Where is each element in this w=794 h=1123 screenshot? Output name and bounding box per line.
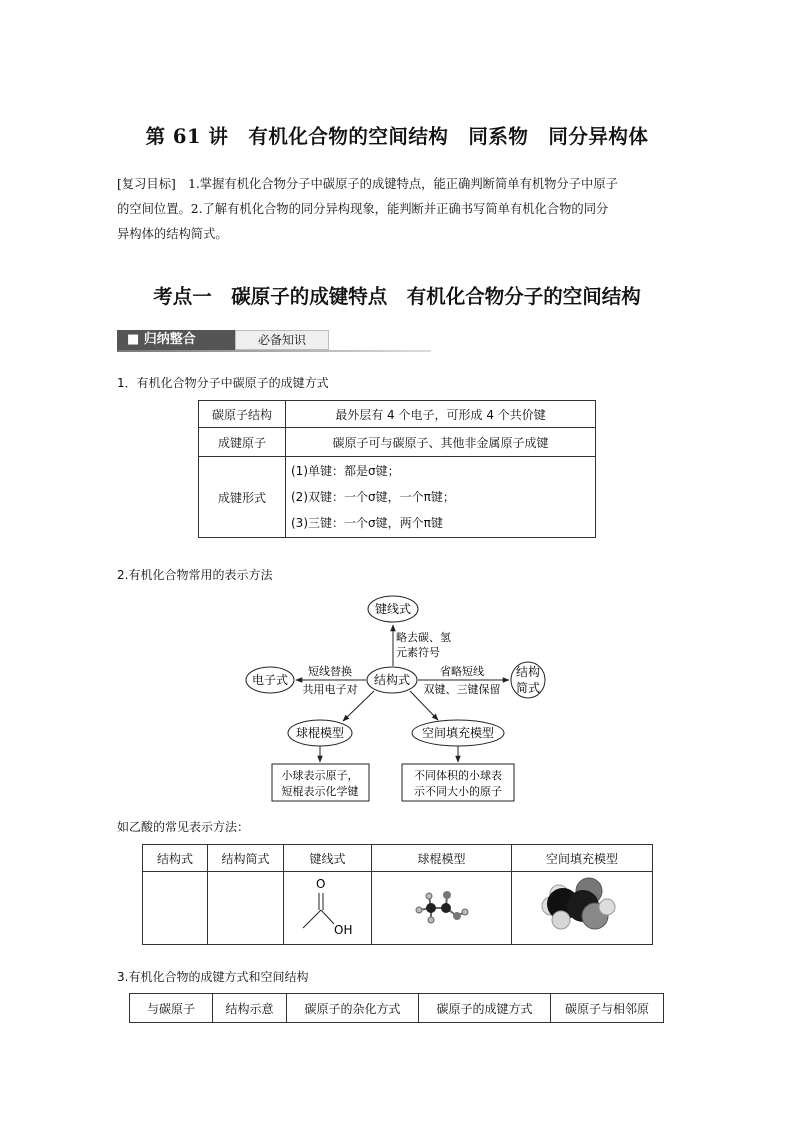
- skeletal-formula: [288, 874, 368, 940]
- page-title: 第 61 讲 有机化合物的空间结构 同系物 同分异构体: [145, 125, 649, 148]
- ball-stick-model: [407, 882, 477, 932]
- table-cell: [284, 872, 372, 945]
- table-header: 结构示意: [213, 994, 287, 1023]
- bond-line: [321, 910, 334, 924]
- node-label: 结构式: [373, 673, 411, 687]
- carbon-ball: [441, 903, 451, 913]
- list-item: (2)双键：一个σ键，一个π键；: [291, 490, 455, 504]
- carbon-ball: [426, 903, 436, 913]
- table-cell: 成键原子: [199, 428, 286, 457]
- arrow-label: 短线替换: [308, 665, 352, 678]
- oxygen-ball: [453, 912, 461, 920]
- table-header: 空间填充模型: [512, 845, 653, 872]
- table-header: 与碳原子: [130, 994, 213, 1023]
- oxygen-ball: [443, 891, 451, 899]
- table-header: 碳原子与相邻原: [551, 994, 664, 1023]
- arrow-label: 略去碳、氢: [396, 631, 451, 644]
- banner-label: ■ 归纳整合: [117, 330, 235, 350]
- table-cell: [143, 872, 208, 945]
- table-cell: 碳原子结构: [199, 401, 286, 428]
- node-label: 键线式: [374, 602, 412, 616]
- arrow-label: 共用电子对: [302, 683, 358, 696]
- banner-tag: 必备知识: [235, 330, 329, 350]
- hydrogen-ball: [416, 907, 422, 913]
- arrow-label: 双键、三键保留: [423, 683, 501, 696]
- table-row: [143, 872, 653, 945]
- table-cell: [512, 872, 653, 945]
- table-row: [130, 994, 664, 1023]
- hydrogen-ball: [428, 917, 434, 923]
- node-label: 结构: [515, 665, 541, 679]
- note-text: 短棍表示化学键: [281, 785, 359, 798]
- table-cell: 最外层有 4 个电子，可形成 4 个共价键: [286, 401, 596, 428]
- list-item: (3)三键：一个σ键，两个π键: [291, 516, 443, 530]
- hydrogen-sphere: [552, 911, 570, 929]
- table-header: 球棍模型: [372, 845, 512, 872]
- node-label: 简式: [515, 681, 541, 695]
- node-label: 电子式: [251, 673, 289, 687]
- section2-heading: 2.有机化合物常用的表示方法: [117, 568, 273, 582]
- table-header: 键线式: [284, 845, 372, 872]
- goals-line: 异构体的结构简式。: [117, 227, 228, 241]
- bonding-structure-table: [129, 993, 664, 1023]
- space-filling-model: [537, 874, 627, 940]
- hydrogen-ball: [426, 893, 432, 899]
- bond-line: [303, 910, 321, 928]
- note-text: 示不同大小的原子: [414, 785, 502, 798]
- node-label: 空间填充模型: [421, 726, 495, 740]
- atom-label: OH: [333, 922, 352, 937]
- topic-heading: 考点一 碳原子的成键特点 有机化合物分子的空间结构: [153, 285, 641, 308]
- hydrogen-sphere: [599, 899, 615, 915]
- table-row: [143, 845, 653, 872]
- note-text: 小球表示原子，: [281, 769, 359, 782]
- table-header: 结构简式: [208, 845, 284, 872]
- table-header: 碳原子的成键方式: [419, 994, 551, 1023]
- table-header: 碳原子的杂化方式: [287, 994, 419, 1023]
- table-cell: [372, 872, 512, 945]
- section3-heading: 3.有机化合物的成键方式和空间结构: [117, 970, 309, 984]
- table-cell: 碳原子可与碳原子、其他非金属原子成键: [286, 428, 596, 457]
- acetic-acid-table: [142, 844, 653, 945]
- arrow-label: 省略短线: [440, 665, 484, 678]
- hydrogen-ball: [462, 909, 468, 915]
- note-text: 不同体积的小球表: [414, 769, 502, 782]
- table-header: 结构式: [143, 845, 208, 872]
- node-label: 球棍模型: [295, 726, 345, 740]
- atom-label: O: [315, 876, 325, 891]
- example-intro: 如乙酸的常见表示方法：: [117, 820, 250, 834]
- table-cell: 成键形式: [199, 457, 286, 538]
- table-cell: [208, 872, 284, 945]
- goals-line: 的空间位置。2.了解有机化合物的同分异构现象，能判断并正确书写简单有机化合物的同分: [117, 202, 609, 216]
- arrow-label: 元素符号: [396, 646, 440, 659]
- section1-heading: 1．有机化合物分子中碳原子的成键方式: [117, 376, 329, 390]
- list-item: (1)单键：都是σ键；: [291, 464, 400, 478]
- goals-line: [复习目标] 1.掌握有机化合物分子中碳原子的成键特点，能正确判断简单有机物分子中原子: [117, 177, 618, 191]
